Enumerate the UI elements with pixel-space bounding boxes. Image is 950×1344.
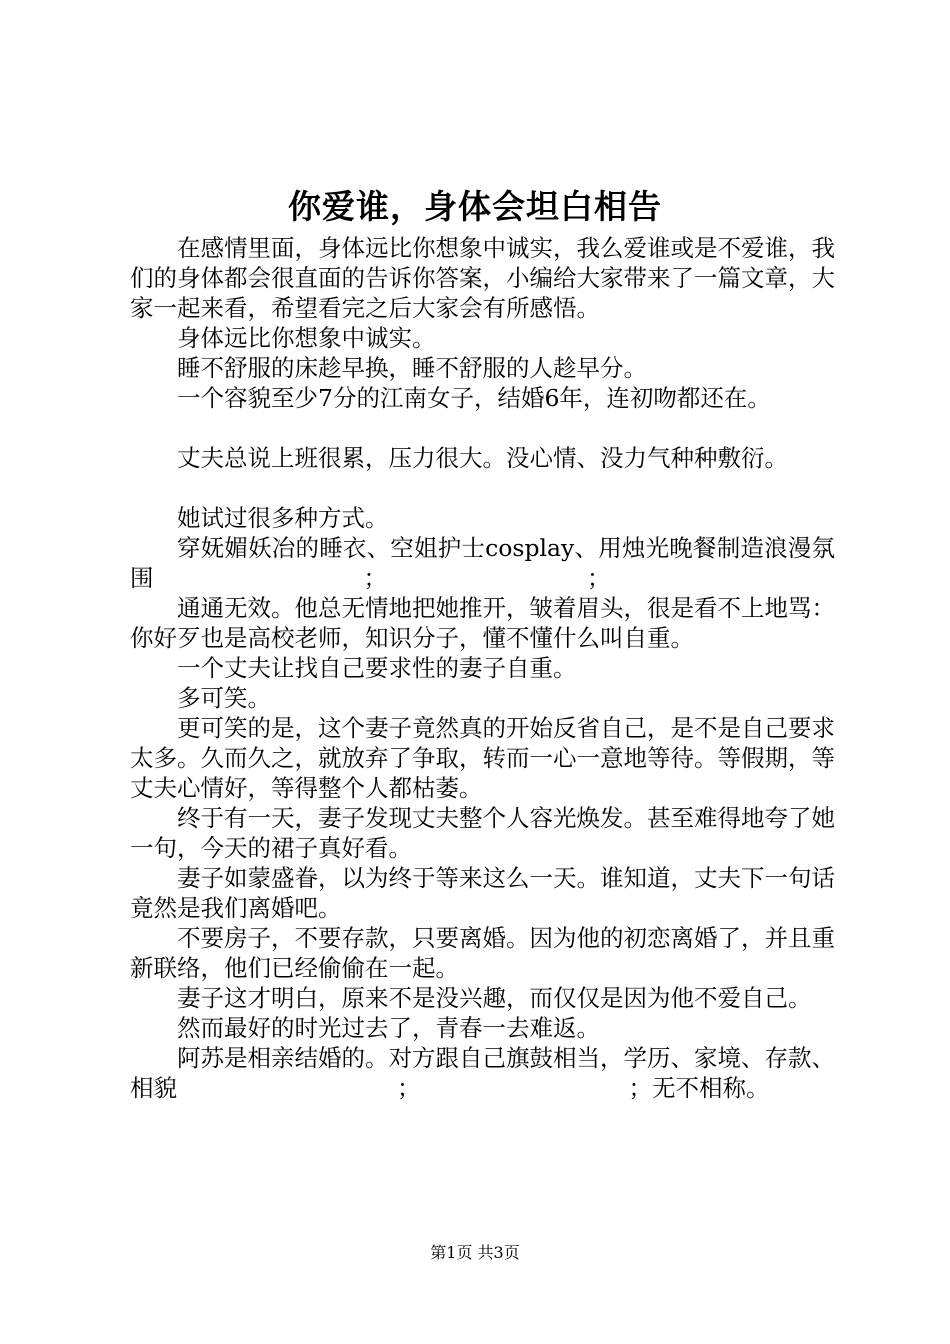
paragraph: 丈夫总说上班很累，压力很大。没心情、没力气种种敷衍。: [177, 444, 788, 472]
separator: ；: [628, 1074, 652, 1102]
paragraph-text: 阿苏是相亲结婚的。对方跟自己旗鼓相当，学历、家境、存款、相貌: [130, 1044, 835, 1102]
paragraph-text: 无不相称。: [652, 1074, 770, 1102]
paragraph: 不要房子，不要存款，只要离婚。因为他的初恋离婚了，并且重新联络，他们已经偷偷在一起。: [130, 924, 835, 982]
separator: ；: [587, 564, 611, 592]
paragraph: [130, 1043, 835, 1103]
separator: ；: [397, 1074, 421, 1102]
page-title: 你爱谁，身体会坦白相告: [288, 187, 662, 226]
paragraph: 一个容貌至少7分的江南女子，结婚6年，连初吻都还在。: [177, 384, 771, 412]
paragraph: 终于有一天，妻子发现丈夫整个人容光焕发。甚至难得地夸了她一句，今天的裙子真好看。: [130, 804, 835, 862]
paragraph-text: 穿妩媚妖冶的睡衣、空姐护士cosplay、用烛光晚餐制造浪漫氛围: [130, 534, 835, 592]
article-body: [130, 233, 835, 1103]
paragraph: 她试过很多种方式。: [177, 504, 389, 532]
paragraph: 通通无效。他总无情地把她推开，皱着眉头，很是看不上地骂：你好歹也是高校老师，知识分子，懂不懂什么叫自重。: [130, 594, 835, 652]
separator: ；: [363, 564, 387, 592]
paragraph: 妻子这才明白，原来不是没兴趣，而仅仅是因为他不爱自己。: [177, 984, 812, 1012]
paragraph: 更可笑的是，这个妻子竟然真的开始反省自己，是不是自己要求太多。久而久之，就放弃了争取，转而一心一意地等待。等假期，等丈夫心情好，等得整个人都枯萎。: [130, 714, 835, 802]
paragraph: 一个丈夫让找自己要求性的妻子自重。: [177, 654, 577, 682]
page-footer: 第1页 共3页: [430, 1243, 520, 1262]
paragraph: 睡不舒服的床趁早换，睡不舒服的人趁早分。: [177, 354, 647, 382]
paragraph: 妻子如蒙盛眷，以为终于等来这么一天。谁知道，丈夫下一句话竟然是我们离婚吧。: [130, 864, 835, 922]
paragraph: 多可笑。: [177, 684, 271, 712]
paragraph: 身体远比你想象中诚实。: [177, 324, 436, 352]
paragraph: 然而最好的时光过去了，青春一去难返。: [177, 1014, 600, 1042]
paragraph: 在感情里面，身体远比你想象中诚实，我么爱谁或是不爱谁，我们的身体都会很直面的告诉你答案，小编给大家带来了一篇文章，大家一起来看，希望看完之后大家会有所感悟。: [130, 234, 835, 322]
paragraph: [130, 533, 835, 593]
